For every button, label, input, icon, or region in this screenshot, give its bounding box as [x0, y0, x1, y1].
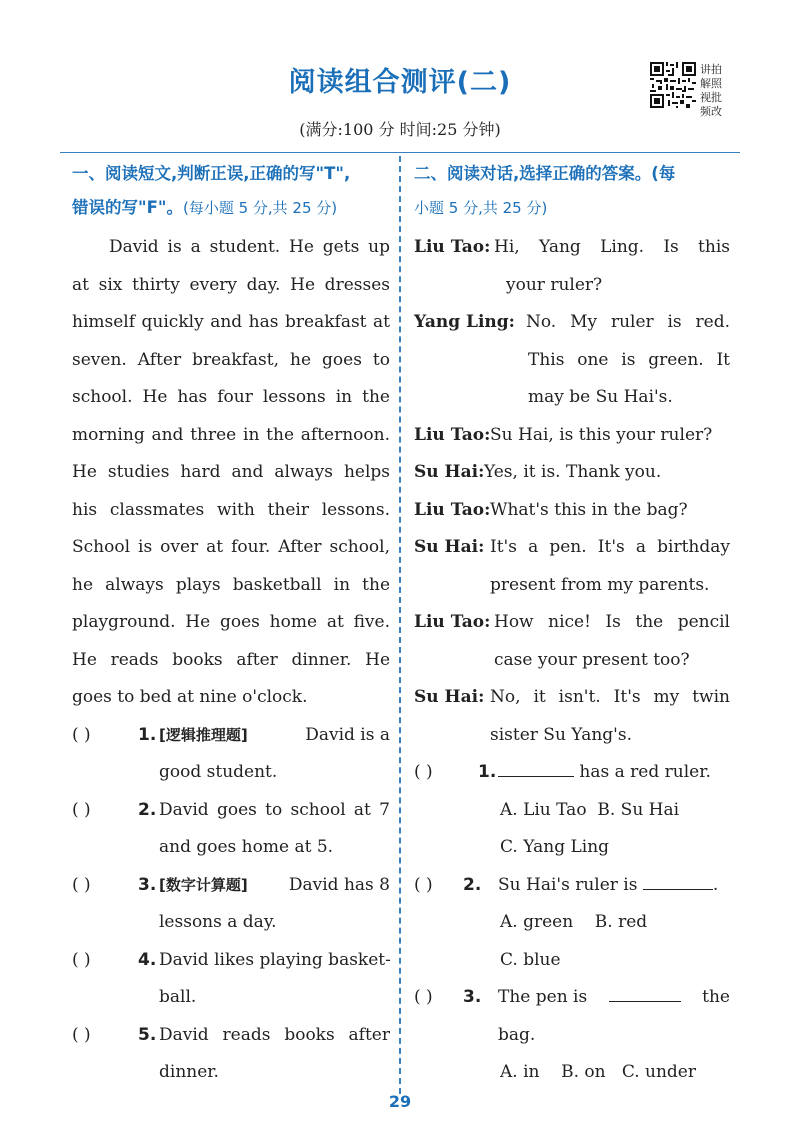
question-number: 3. — [138, 874, 157, 895]
question-number: 5. — [138, 1024, 157, 1045]
passage-line: himself quickly and has breakfast at — [72, 312, 390, 332]
passage-line: morning and three in the afternoon. — [72, 424, 390, 445]
column-divider — [399, 156, 401, 1094]
option-c[interactable]: C. blue — [500, 949, 561, 970]
dialogue-turn — [414, 229, 730, 304]
header-divider — [60, 152, 740, 153]
dialogue-line: Hi, Yang Ling. Is this — [494, 237, 730, 257]
score-time-info: (满分:100 分 时间:25 分钟) — [299, 120, 501, 139]
question-tag: [数字计算题] — [159, 875, 248, 894]
question-item — [72, 867, 390, 942]
question-text: David goes to school at 7 — [159, 799, 390, 820]
qr-caption: 讲拍 解照 视批 频改 — [700, 63, 722, 118]
option-b[interactable]: B. Su Hai — [597, 799, 680, 820]
question-number: 4. — [138, 949, 157, 970]
option-c[interactable]: C. Yang Ling — [500, 837, 610, 857]
dialogue-line: It's a pen. It's a birthday — [490, 537, 730, 557]
speaker-name: Liu Tao: — [414, 499, 491, 520]
passage-line: David is a student. He gets up — [109, 237, 390, 257]
section-1 — [72, 157, 390, 1092]
question-item — [414, 754, 730, 867]
question-number: 3. — [463, 987, 482, 1007]
question-number: 2. — [463, 874, 482, 895]
question-text: David reads books after — [159, 1024, 390, 1045]
dialogue-turn — [414, 492, 730, 530]
answer-blank[interactable]: ( ) — [72, 949, 91, 970]
reading-passage — [72, 229, 390, 717]
qr-code-icon[interactable] — [650, 62, 696, 108]
passage-line: He reads books after dinner. He — [72, 649, 390, 670]
option-b[interactable]: B. on — [561, 1062, 606, 1082]
question-number: 1. — [138, 724, 157, 745]
section-2-heading: 二、阅读对话,选择正确的答案。(每 小题 5 分,共 25 分) — [414, 164, 676, 217]
answer-blank[interactable]: ( ) — [414, 874, 433, 895]
dialogue-line: may be Su Hai's. — [528, 387, 673, 407]
question-text: David is a — [305, 724, 390, 745]
speaker-name: Liu Tao: — [414, 424, 491, 445]
passage-line: playground. He goes home at five. — [72, 612, 390, 632]
option-a[interactable]: A. Liu Tao — [500, 799, 587, 820]
question-text: David has 8 — [288, 874, 390, 895]
page-number: 29 — [388, 1092, 412, 1111]
answer-blank[interactable]: ( ) — [72, 874, 91, 895]
answer-blank[interactable]: ( ) — [72, 724, 91, 745]
question-item — [72, 717, 390, 792]
question-text: good student. — [159, 762, 278, 782]
passage-line: goes to bed at nine o'clock. — [72, 687, 308, 707]
question-text: ball. — [159, 987, 197, 1007]
dialogue-line: This one is green. It — [528, 349, 730, 370]
speaker-name: Yang Ling: — [414, 312, 515, 332]
fill-blank[interactable] — [609, 985, 681, 1002]
answer-blank[interactable]: ( ) — [414, 987, 433, 1007]
multiple-choice-questions — [414, 754, 730, 1092]
option-b[interactable]: B. red — [594, 912, 648, 932]
question-item — [72, 1017, 390, 1092]
passage-line: School is over at four. After school, — [72, 537, 390, 557]
fill-blank[interactable] — [643, 873, 713, 890]
question-tag: [逻辑推理题] — [159, 725, 248, 744]
question-text: Su Hai's ruler is — [498, 874, 638, 895]
option-c[interactable]: C. under — [621, 1062, 696, 1082]
fill-blank[interactable] — [498, 760, 574, 777]
dialogue-turn — [414, 304, 730, 417]
question-item: ( ) 2. Su Hai's ruler is . A. green B. red C. blue — [414, 867, 730, 980]
dialogue-turn — [414, 604, 730, 679]
speaker-name: Liu Tao: — [414, 612, 491, 632]
dialogue-line: sister Su Yang's. — [490, 724, 632, 745]
question-text: and goes home at 5. — [159, 837, 334, 857]
option-a[interactable]: A. in — [500, 1062, 540, 1082]
question-text: dinner. — [159, 1062, 219, 1082]
question-item — [72, 792, 390, 867]
question-text: lessons a day. — [159, 912, 277, 932]
section-2 — [414, 157, 730, 1092]
dialogue-line: Su Hai, is this your ruler? — [490, 424, 713, 445]
dialogue-line: case your present too? — [494, 649, 690, 670]
question-text: bag. — [498, 1024, 536, 1045]
dialogue-line: No, it isn't. It's my twin — [490, 687, 730, 707]
dialogue-line: Yes, it is. Thank you. — [484, 462, 662, 482]
question-text: The pen is — [498, 987, 588, 1007]
passage-line: seven. After breakfast, he goes to — [72, 349, 390, 370]
speaker-name: Su Hai: — [414, 537, 485, 557]
question-number: 1. — [478, 762, 497, 782]
speaker-name: Su Hai: — [414, 462, 485, 482]
true-false-questions — [72, 717, 390, 1092]
passage-line: school. He has four lessons in the — [72, 387, 390, 407]
speaker-name: Su Hai: — [414, 687, 485, 707]
passage-line: at six thirty every day. He dresses — [72, 274, 390, 295]
question-text: has a red ruler. — [579, 762, 711, 782]
dialogue-line: No. My ruler is red. — [526, 312, 730, 332]
question-number: 2. — [138, 799, 157, 820]
question-item: ( ) 3. The pen is the bag. A. in B. on C. under — [414, 979, 730, 1092]
dialogue-line: How nice! Is the pencil — [494, 612, 730, 632]
speaker-name: Liu Tao: — [414, 237, 491, 257]
passage-line: He studies hard and always helps — [72, 462, 390, 482]
option-a[interactable]: A. green — [500, 912, 574, 932]
answer-blank[interactable]: ( ) — [414, 762, 433, 782]
answer-blank[interactable]: ( ) — [72, 1024, 91, 1045]
dialogue-turn — [414, 529, 730, 604]
page-title: 阅读组合测评(二) — [288, 67, 512, 98]
passage-line: he always plays basketball in the — [72, 574, 390, 595]
dialogue-line: What's this in the bag? — [490, 499, 688, 520]
dialogue — [414, 229, 730, 754]
question-item — [72, 942, 390, 1017]
question-text: David likes playing basket- — [159, 949, 391, 970]
dialogue-line: present from my parents. — [490, 574, 710, 595]
dialogue-turn — [414, 454, 730, 492]
passage-line: his classmates with their lessons. — [72, 499, 390, 520]
dialogue-turn — [414, 679, 730, 754]
dialogue-line: your ruler? — [506, 274, 603, 295]
section-1-heading: 一、阅读短文,判断正误,正确的写"T", 错误的写"F"。(每小题 5 分,共 25 分) — [72, 164, 351, 217]
answer-blank[interactable]: ( ) — [72, 799, 91, 820]
dialogue-turn — [414, 417, 730, 455]
